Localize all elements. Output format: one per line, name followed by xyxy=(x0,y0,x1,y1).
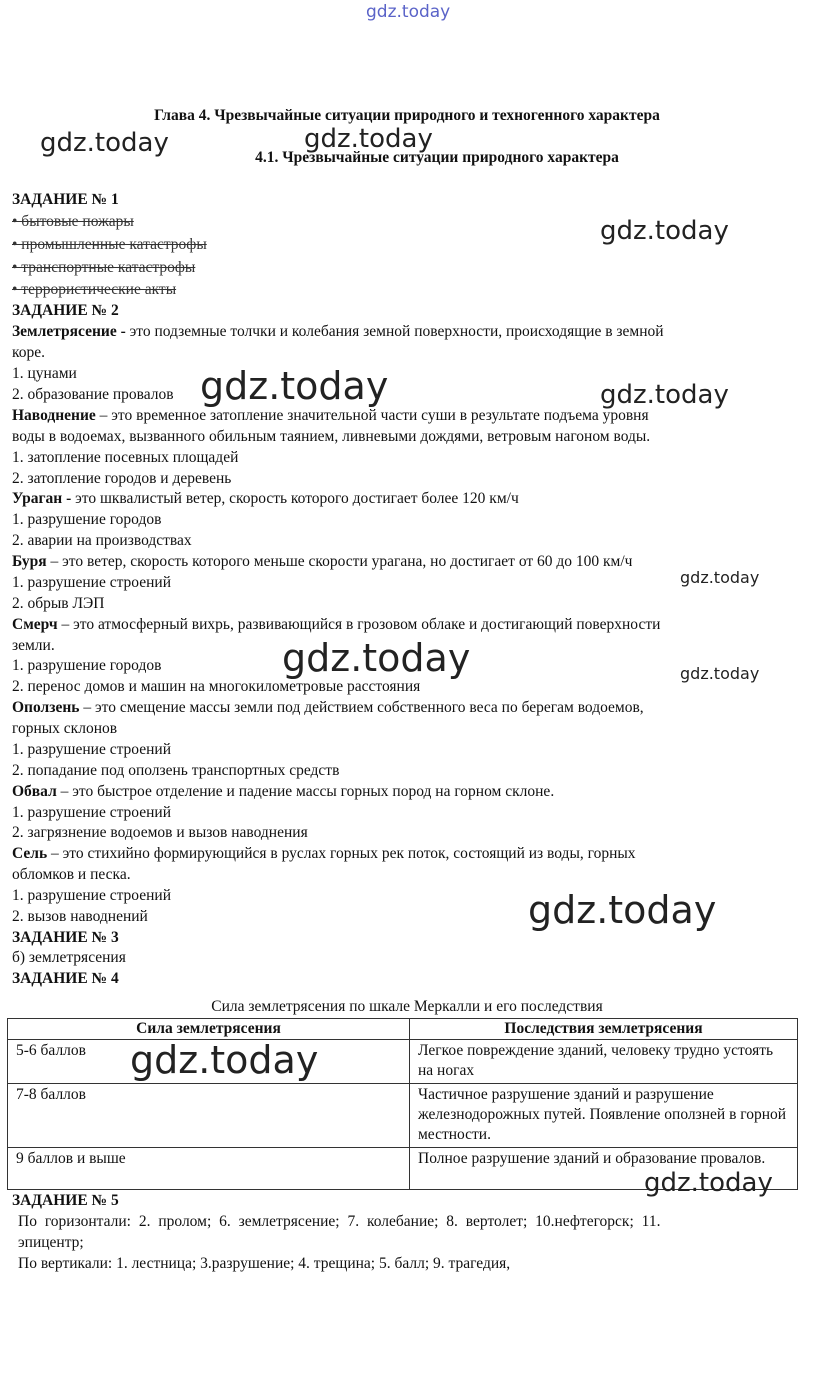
definition: – это быстрое отделение и падение массы горных пород на горном склоне. xyxy=(56,783,555,800)
term: Наводнение xyxy=(12,407,96,424)
term: Смерч xyxy=(12,616,58,633)
consequence: 2. попадание под оползень транспортных средств xyxy=(12,762,340,779)
definition-cont: земли. xyxy=(12,637,55,654)
term: Буря xyxy=(12,553,47,570)
task1-item: • транспортные катастрофы xyxy=(12,259,196,276)
watermark-top: gdz.today xyxy=(366,2,451,22)
task2-heading: ЗАДАНИЕ № 2 xyxy=(12,302,119,319)
term: Обвал xyxy=(12,783,57,800)
table-cell-effect: Частичное разрушение зданий и разрушение железнодорожных путей. Появление оползней в горной местности. xyxy=(410,1084,798,1148)
task3-heading: ЗАДАНИЕ № 3 xyxy=(12,929,119,946)
term-uragan xyxy=(12,489,786,509)
table-cell-force: 7-8 баллов xyxy=(8,1084,410,1148)
term: Сель xyxy=(12,845,48,862)
watermark: gdz.today xyxy=(680,664,760,683)
definition: – это временное затопление значительной части суши в результате подъема уровня xyxy=(95,407,649,424)
watermark: gdz.today xyxy=(528,888,717,932)
consequence: 1. разрушение строений xyxy=(12,887,172,904)
mercalli-table xyxy=(7,1018,798,1190)
consequence: 2. аварии на производствах xyxy=(12,532,192,549)
definition: – это смещение массы земли под действием собственного веса по берегам водоемов, xyxy=(79,699,644,716)
task5-heading: ЗАДАНИЕ № 5 xyxy=(12,1192,119,1209)
term-obval xyxy=(12,782,786,802)
task1-item: • промышленные катастрофы xyxy=(12,236,207,253)
definition: – это стихийно формирующийся в руслах горных рек поток, состоящий из воды, горных xyxy=(47,845,636,862)
section-title: 4.1. Чрезвычайные ситуации природного характера xyxy=(255,149,619,166)
task5-horizontal-cont: эпицентр; xyxy=(18,1234,84,1251)
table-cell-effect: Полное разрушение зданий и образование провалов. xyxy=(410,1148,798,1190)
task1-heading: ЗАДАНИЕ № 1 xyxy=(12,191,119,208)
task5-horizontal: По горизонтали: 2. пролом; 6. землетрясение; 7. колебание; 8. вертолет; 10.нефтегорск; 11. xyxy=(18,1213,661,1230)
task4-heading: ЗАДАНИЕ № 4 xyxy=(12,970,119,987)
watermark: gdz.today xyxy=(304,124,433,154)
term: Землетрясение - xyxy=(12,323,126,340)
definition: это подземные толчки и колебания земной поверхности, происходящие в земной xyxy=(125,323,664,340)
table-cell-effect: Легкое повреждение зданий, человеку трудно устоять на ногах xyxy=(410,1040,798,1084)
definition: это шквалистый ветер, скорость которого достигает более 120 км/ч xyxy=(71,490,519,507)
consequence: 2. вызов наводнений xyxy=(12,908,148,925)
chapter-title: Глава 4. Чрезвычайные ситуации природного и техногенного характера xyxy=(154,107,660,124)
task1-item: • террористические акты xyxy=(12,281,177,298)
watermark: gdz.today xyxy=(200,364,389,408)
consequence: 1. разрушение строений xyxy=(12,574,172,591)
term-opolzen xyxy=(12,698,786,718)
table-caption: Сила землетрясения по шкале Меркалли и его последствия xyxy=(211,998,603,1015)
consequence: 1. разрушение городов xyxy=(12,511,162,528)
consequence: 2. обрыв ЛЭП xyxy=(12,595,105,612)
consequence: 2. образование провалов xyxy=(12,386,174,403)
term: Ураган - xyxy=(12,490,72,507)
table-cell-force: 9 баллов и выше xyxy=(8,1148,410,1190)
definition-cont: обломков и песка. xyxy=(12,866,131,883)
consequence: 1. разрушение строений xyxy=(12,741,172,758)
definition: – это атмосферный вихрь, развивающийся в грозовом облаке и достигающий поверхности xyxy=(57,616,661,633)
table-cell-force: 5-6 баллов xyxy=(8,1040,410,1084)
term: Оползень xyxy=(12,699,80,716)
term-smerch xyxy=(12,615,786,635)
watermark: gdz.today xyxy=(680,568,760,587)
table-row xyxy=(8,1040,798,1084)
consequence: 1. разрушение городов xyxy=(12,657,162,674)
consequence: 1. затопление посевных площадей xyxy=(12,449,239,466)
consequence: 2. затопление городов и деревень xyxy=(12,470,232,487)
watermark: gdz.today xyxy=(40,128,169,158)
definition-cont: коре. xyxy=(12,344,45,361)
watermark: gdz.today xyxy=(130,1038,319,1082)
watermark: gdz.today xyxy=(600,216,729,246)
watermark: gdz.today xyxy=(644,1168,773,1198)
task1-item: • бытовые пожары xyxy=(12,213,134,230)
watermark: gdz.today xyxy=(282,636,471,680)
watermark: gdz.today xyxy=(600,380,729,410)
table-header-row xyxy=(8,1019,798,1040)
definition-cont: воды в водоемах, вызванного обильным таянием, ливневыми дождями, ветровым нагоном воды. xyxy=(12,428,651,445)
task5-vertical: По вертикали: 1. лестница; 3.разрушение; 4. трещина; 5. балл; 9. трагедия, xyxy=(18,1255,511,1272)
definition: – это ветер, скорость которого меньше скорости урагана, но достигает от 60 до 100 км/ч xyxy=(46,553,633,570)
term-burya xyxy=(12,552,786,572)
consequence: 2. загрязнение водоемов и вызов наводнения xyxy=(12,824,308,841)
consequence: 2. перенос домов и машин на многокилометровые расстояния xyxy=(12,678,421,695)
consequence: 1. разрушение строений xyxy=(12,804,172,821)
term-sel xyxy=(12,844,786,864)
term-zemletryasenie xyxy=(12,322,786,342)
consequence: 1. цунами xyxy=(12,365,77,382)
table-header: Сила землетрясения xyxy=(8,1019,410,1040)
definition-cont: горных склонов xyxy=(12,720,118,737)
task3-answer: б) землетрясения xyxy=(12,949,126,966)
table-header: Последствия землетрясения xyxy=(410,1019,798,1040)
table-row xyxy=(8,1084,798,1148)
